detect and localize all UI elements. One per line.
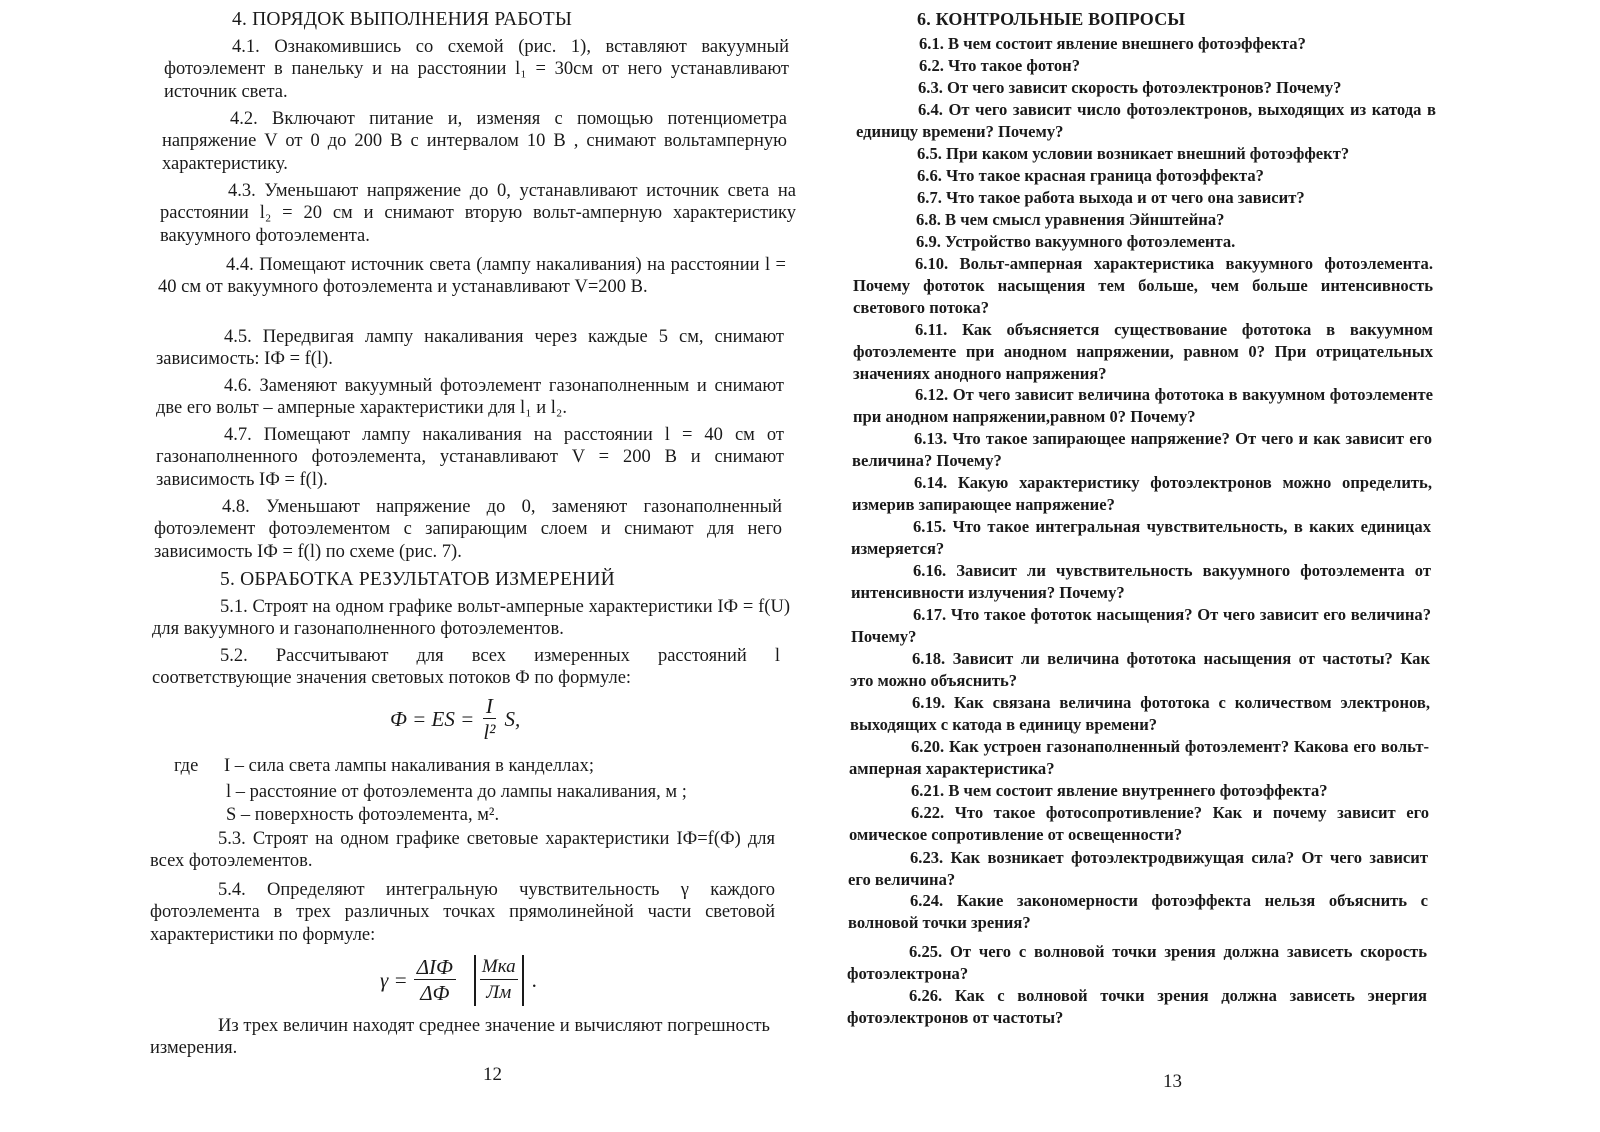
control-question: 6.22. Что такое фотосопротивление? Как и почему зависит его омическое сопротивление от освещенности?	[849, 803, 1429, 844]
formula-1-numerator: I	[483, 694, 496, 719]
control-question: 6.16. Зависит ли чувствительность вакуумного фотоэлемента от интенсивности излучения? Почему?	[851, 561, 1431, 602]
formula-1-fraction	[480, 694, 498, 745]
control-question: 6.21. В чем состоит явление внутреннего фотоэффекта?	[911, 781, 1328, 800]
paragraph-4-1: 4.1. Ознакомившись со схемой (рис. 1), вставляют вакуумный фотоэлемент в панельку и на расстоянии l₁ = 30см от него устанавливают источник света.	[164, 37, 789, 102]
control-question: 6.10. Вольт-амперная характеристика вакуумного фотоэлемента. Почему фототок насыщения тем больше, чем больше интенсивность светового потока?	[853, 254, 1433, 317]
paragraph-5-2: 5.2. Рассчитывают для всех измеренных расстояний l соответствующие значения световых потоков Ф по формуле:	[152, 646, 780, 689]
control-question: 6.1. В чем состоит явление внешнего фотоэффекта?	[919, 34, 1306, 53]
page-number-right: 13	[1163, 1071, 1182, 1092]
control-question: 6.15. Что такое интегральная чувствительность, в каких единицах измеряется?	[851, 517, 1431, 558]
formula-2-denominator: ΔФ	[420, 981, 450, 1005]
left-page	[150, 0, 810, 1132]
control-question: 6.12. От чего зависит величина фототока в вакуумном фотоэлементе при анодном напряжении,равном 0? Почему?	[853, 385, 1433, 426]
paragraph-4-3: 4.3. Уменьшают напряжение до 0, устанавливают источник света на расстоянии l₂ = 20 см и снимают вторую вольт-амперную характеристику вакуумного фотоэлемента.	[160, 181, 796, 246]
control-question: 6.11. Как объясняется существование фототока в вакуумном фотоэлементе при анодном напряжении, равном 0? При отрицательных значениях анодного напряжения?	[853, 320, 1433, 383]
where-item-surface: S – поверхность фотоэлемента, м².	[226, 805, 500, 825]
control-question: 6.19. Как связана величина фототока с количеством электронов, выходящих с катода в единицу времени?	[850, 693, 1430, 734]
paragraph-4-5: 4.5. Передвигая лампу накаливания через каждые 5 см, снимают зависимость: IФ = f(l).	[156, 327, 784, 370]
paragraph-4-2: 4.2. Включают питание и, изменяя с помощью потенциометра напряжение V от 0 до 200 В с интервалом 10 В , снимают вольтамперную характеристику.	[162, 109, 787, 174]
section-4-heading: 4. ПОРЯДОК ВЫПОЛНЕНИЯ РАБОТЫ	[232, 9, 573, 30]
control-question: 6.23. Как возникает фотоэлектродвижущая сила? От чего зависит его величина?	[848, 848, 1428, 889]
control-question: 6.5. При каком условии возникает внешний фотоэффект?	[917, 144, 1350, 163]
control-question: 6.26. Как с волновой точки зрения должна зависеть энергия фотоэлектронов от частоты?	[847, 986, 1427, 1027]
control-question: 6.4. От чего зависит число фотоэлектронов, выходящих из катода в единицу времени? Почему?	[856, 100, 1436, 141]
control-question: 6.20. Как устроен газонаполненный фотоэлемент? Какова его вольт-амперная характеристика?	[849, 737, 1429, 778]
formula-1-denominator: l²	[483, 720, 496, 744]
where-item-distance: l – расстояние от фотоэлемента до лампы накаливания, м ;	[226, 782, 687, 802]
paragraph-5-3: 5.3. Строят на одном графике световые характеристики IФ=f(Ф) для всех фотоэлементов.	[150, 829, 775, 872]
formula-2-numerator: ΔIФ	[414, 955, 456, 980]
paragraph-4-8: 4.8. Уменьшают напряжение до 0, заменяют газонаполненный фотоэлемент фотоэлементом с запирающим слоем и снимают для него зависимость IФ = f(l) по схеме (рис. 7).	[154, 497, 782, 562]
control-question: 6.6. Что такое красная граница фотоэффекта?	[917, 166, 1264, 185]
sensitivity-formula	[380, 955, 537, 1006]
paragraph-4-7: 4.7. Помещают лампу накаливания на расстоянии l = 40 см от газонаполненного фотоэлемента, устанавливают V = 200 В и снимают зависимость IФ = f(l).	[156, 425, 784, 490]
formula-2-unit-numerator: Мка	[480, 955, 518, 980]
control-question: 6.9. Устройство вакуумного фотоэлемента.	[916, 232, 1236, 251]
control-question: 6.2. Что такое фотон?	[919, 56, 1081, 75]
formula-2-fraction	[414, 955, 456, 1006]
section-5-heading: 5. ОБРАБОТКА РЕЗУЛЬТАТОВ ИЗМЕРЕНИЙ	[220, 569, 615, 590]
formula-1-lhs: Ф = ES =	[390, 707, 475, 731]
where-label: где	[174, 756, 199, 776]
formula-2-lhs: γ =	[380, 968, 408, 992]
page-number-left: 12	[483, 1064, 502, 1085]
formula-2-tail: .	[531, 968, 537, 992]
paragraph-5-1: 5.1. Строят на одном графике вольт-амперные характеристики IФ = f(U) для вакуумного и газонаполненного фотоэлементов.	[152, 597, 790, 640]
control-question: 6.24. Какие закономерности фотоэффекта нельзя объяснить с волновой точки зрения?	[848, 891, 1428, 932]
control-question: 6.25. От чего с волновой точки зрения должна зависеть скорость фотоэлектрона?	[847, 942, 1427, 983]
right-page	[847, 0, 1455, 1132]
formula-2-unit-bracket	[474, 955, 524, 1006]
formula-1-rhs: S,	[504, 707, 521, 731]
luminous-flux-formula	[390, 694, 520, 745]
control-question: 6.18. Зависит ли величина фототока насыщения от частоты? Как это можно объяснить?	[850, 649, 1430, 690]
paragraph-5-4: 5.4. Определяют интегральную чувствительность γ каждого фотоэлемента в трех различных точках прямолинейной части световой характеристики по формуле:	[150, 880, 775, 945]
control-question: 6.7. Что такое работа выхода и от чего она зависит?	[917, 188, 1305, 207]
paragraph-final: Из трех величин находят среднее значение и вычисляют погрешность измерения.	[150, 1016, 770, 1059]
control-question: 6.14. Какую характеристику фотоэлектронов можно определить, измерив запирающее напряжение?	[852, 473, 1432, 514]
paragraph-4-4: 4.4. Помещают источник света (лампу накаливания) на расстоянии l = 40 см от вакуумного фотоэлемента и устанавливают V=200 В.	[158, 255, 786, 298]
control-question: 6.17. Что такое фототок насыщения? От чего зависит его величина? Почему?	[851, 605, 1431, 646]
control-question: 6.8. В чем смысл уравнения Эйнштейна?	[916, 210, 1225, 229]
paragraph-4-6: 4.6. Заменяют вакуумный фотоэлемент газонаполненным и снимают две его вольт – амперные характеристики для l₁ и l₂.	[156, 376, 784, 419]
section-6-heading: 6. КОНТРОЛЬНЫЕ ВОПРОСЫ	[917, 9, 1186, 29]
control-question: 6.3. От чего зависит скорость фотоэлектронов? Почему?	[918, 78, 1342, 97]
where-item-intensity: I – сила света лампы накаливания в канделлах;	[224, 756, 594, 776]
control-question: 6.13. Что такое запирающее напряжение? От чего и как зависит его величина? Почему?	[852, 429, 1432, 470]
formula-2-unit-denominator: Лм	[486, 982, 512, 1003]
